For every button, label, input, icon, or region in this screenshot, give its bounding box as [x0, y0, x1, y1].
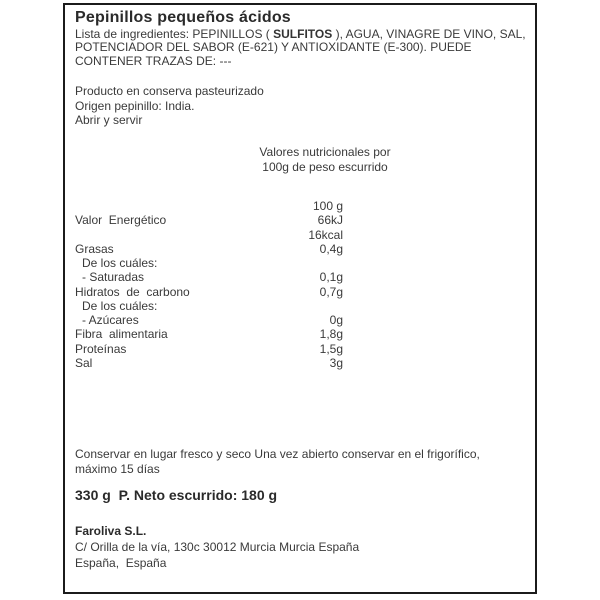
nutrition-row [75, 256, 535, 270]
nutrition-label: - Saturadas [82, 270, 145, 285]
product-info-serving: Abrir y servir [75, 113, 143, 128]
nutrition-row [75, 242, 535, 256]
nutrition-row [75, 228, 535, 242]
nutrition-value: 3g [329, 355, 343, 370]
product-info-preserved: Producto en conserva pasteurizado [75, 84, 264, 98]
nutrition-value: 16kcal [308, 227, 343, 242]
nutrition-row [75, 356, 535, 370]
storage-line2: máximo 15 días [75, 461, 160, 476]
nutrition-header-line1: Valores nutricionales por [259, 145, 391, 159]
nutrition-row [75, 313, 535, 327]
nutrition-value: 1,5g [319, 341, 343, 356]
nutrition-value: 0g [329, 313, 343, 327]
ingredients-suffix: ), AGUA, VINAGRE DE VINO, SAL, POTENCIADOR DEL SABOR (E-621) Y ANTIOXIDANTE (E-300). PUEDE CONTENER TRAZAS DE: --- [75, 27, 526, 68]
manufacturer-address: C/ Orilla de la vía, 130c 30012 Murcia Murcia España [75, 539, 360, 554]
nutrition-row [75, 342, 535, 356]
nutrition-row [75, 213, 535, 227]
product-info [75, 84, 525, 128]
nutrition-value: 1,8g [319, 327, 343, 342]
nutrition-value: 66kJ [317, 213, 343, 228]
nutrition-value: 0,1g [319, 270, 343, 285]
nutrition-row [75, 270, 535, 284]
nutrition-label: Fibra alimentaria [75, 327, 168, 342]
ingredients-prefix: Lista de ingredientes: PEPINILLOS ( [75, 27, 274, 41]
manufacturer-country: España, España [75, 555, 167, 570]
manufacturer-name: Faroliva S.L. [75, 524, 147, 538]
product-info-origin: Origen pepinillo: India. [75, 98, 195, 113]
net-weight: 330 g P. Neto escurrido: 180 g [75, 487, 278, 503]
nutrition-label: - Azúcares [82, 313, 139, 327]
nutrition-label: Grasas [75, 241, 114, 256]
nutrition-column-header-row [75, 199, 535, 213]
nutrition-label: De los cuáles: [82, 256, 158, 270]
nutrition-label: Hidratos de carbono [75, 284, 190, 299]
nutrition-row [75, 285, 535, 299]
nutrition-column-header: 100 g [312, 199, 343, 213]
allergen-sulfitos: SULFITOS [273, 27, 333, 41]
nutrition-value: 0,7g [319, 284, 343, 299]
storage-line1: Conservar en lugar fresco y seco Una vez abierto conservar en el frigorífico, [75, 447, 480, 461]
product-title: Pepinillos pequeños ácidos [75, 9, 291, 26]
label-border-box [63, 3, 537, 594]
nutrition-label: De los cuáles: [82, 298, 158, 313]
nutrition-label: Sal [75, 355, 93, 370]
ingredients-list [75, 28, 533, 68]
nutrition-table [75, 199, 535, 370]
nutrition-row [75, 299, 535, 313]
manufacturer-info [75, 524, 533, 571]
nutrition-header-line2: 100g de peso escurrido [262, 159, 388, 174]
nutrition-header [175, 145, 475, 174]
storage-instructions [75, 447, 533, 476]
nutrition-value: 0,4g [319, 241, 343, 256]
nutrition-label: Proteínas [75, 341, 127, 356]
nutrition-rows [75, 213, 535, 370]
nutrition-label: Valor Energético [75, 213, 167, 228]
nutrition-row [75, 327, 535, 341]
